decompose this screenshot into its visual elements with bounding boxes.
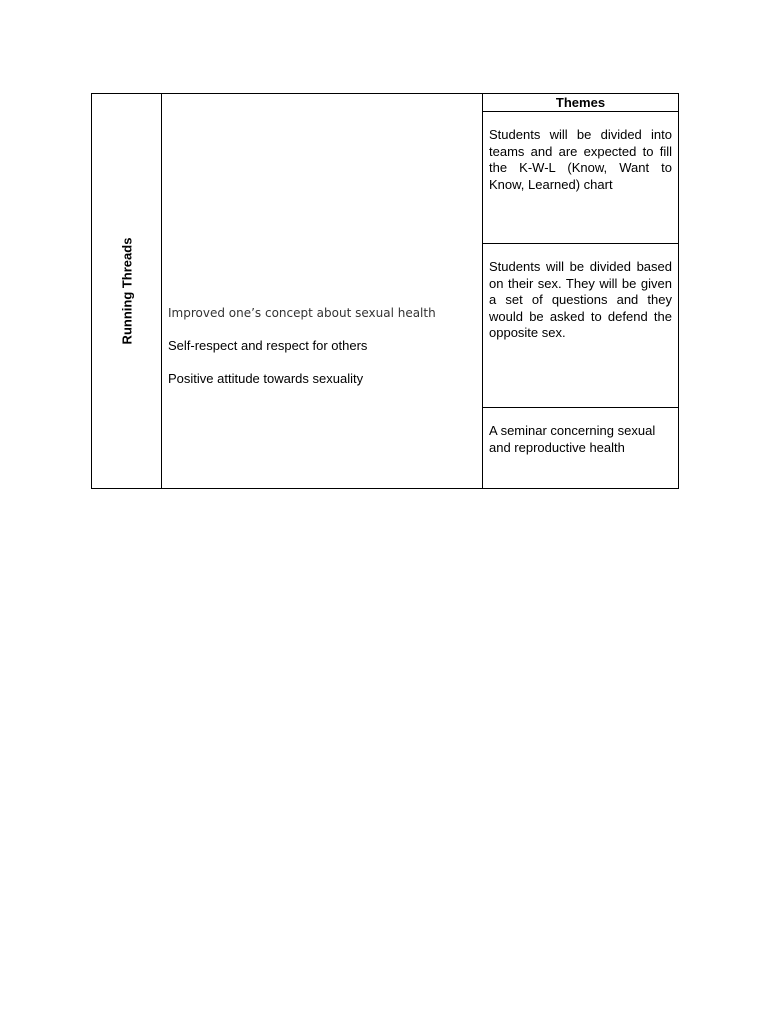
outcomes-list [168, 305, 436, 404]
running-threads-label: Running Threads [119, 237, 134, 345]
theme-cell: Students will be divided into teams and are expected to fill the K-W-L (Know, Want to Know, Learned) chart [483, 112, 678, 244]
theme-cell: A seminar concerning sexual and reproductive health [489, 423, 656, 455]
themes-header: Themes [483, 94, 678, 112]
running-threads-table [91, 93, 679, 489]
theme-cell: Students will be divided based on their sex. They will be given a set of questions and they would be asked to defend the opposite sex. [483, 244, 678, 408]
row-label-cell [92, 94, 162, 488]
outcome-item: Self-respect and respect for others [168, 338, 368, 353]
outcome-item: Improved one’s concept about sexual health [168, 306, 436, 320]
themes-column [483, 94, 678, 488]
outcomes-cell [162, 94, 483, 488]
outcome-item: Positive attitude towards sexuality [168, 371, 364, 386]
